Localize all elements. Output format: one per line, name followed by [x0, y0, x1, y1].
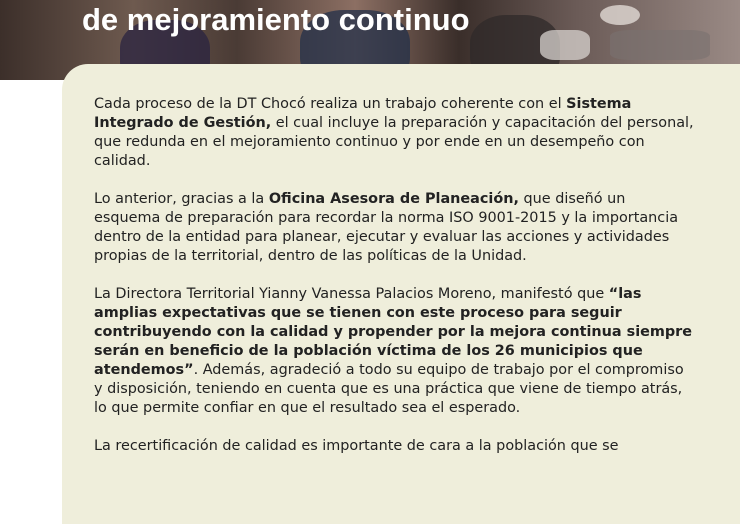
- paragraph-4: La recertificación de calidad es importante de cara a la población que se: [94, 438, 619, 454]
- article-body: [94, 95, 694, 475]
- photo-ground-shape: [610, 30, 710, 60]
- photo-shoe-shape: [540, 30, 590, 60]
- page-title: de mejoramiento continuo: [82, 2, 470, 37]
- paragraph-3: La Directora Territorial Yianny Vanessa Palacios Moreno, manifestó que “las amplias expectativas que se tienen con este proceso para seguir contribuyendo con la calidad y propender por la mejora continua siempre serán en beneficio de la población víctima de los 26 municipios que atendemos”. Además, agradeció a todo su equipo de trabajo por el compromiso y disposición, teniendo en cuenta que es una práctica que viene de tiempo atrás, lo que permite confiar en que el resultado sea el esperado.: [94, 286, 693, 416]
- paragraph-1: Cada proceso de la DT Chocó realiza un trabajo coherente con el Sistema Integrado de Gestión, el cual incluye la preparación y capacitación del personal, que redunda en el mejoramiento continuo y por ende en un desempeño con calidad.: [94, 96, 694, 169]
- photo-shoe-shape: [600, 5, 640, 25]
- paragraph-2: Lo anterior, gracias a la Oficina Asesora de Planeación, que diseñó un esquema de preparación para recordar la norma ISO 9001-2015 y la importancia dentro de la entidad para planear, ejecutar y evaluar las acciones y actividades propias de la territorial, dentro de las políticas de la Unidad.: [94, 191, 679, 264]
